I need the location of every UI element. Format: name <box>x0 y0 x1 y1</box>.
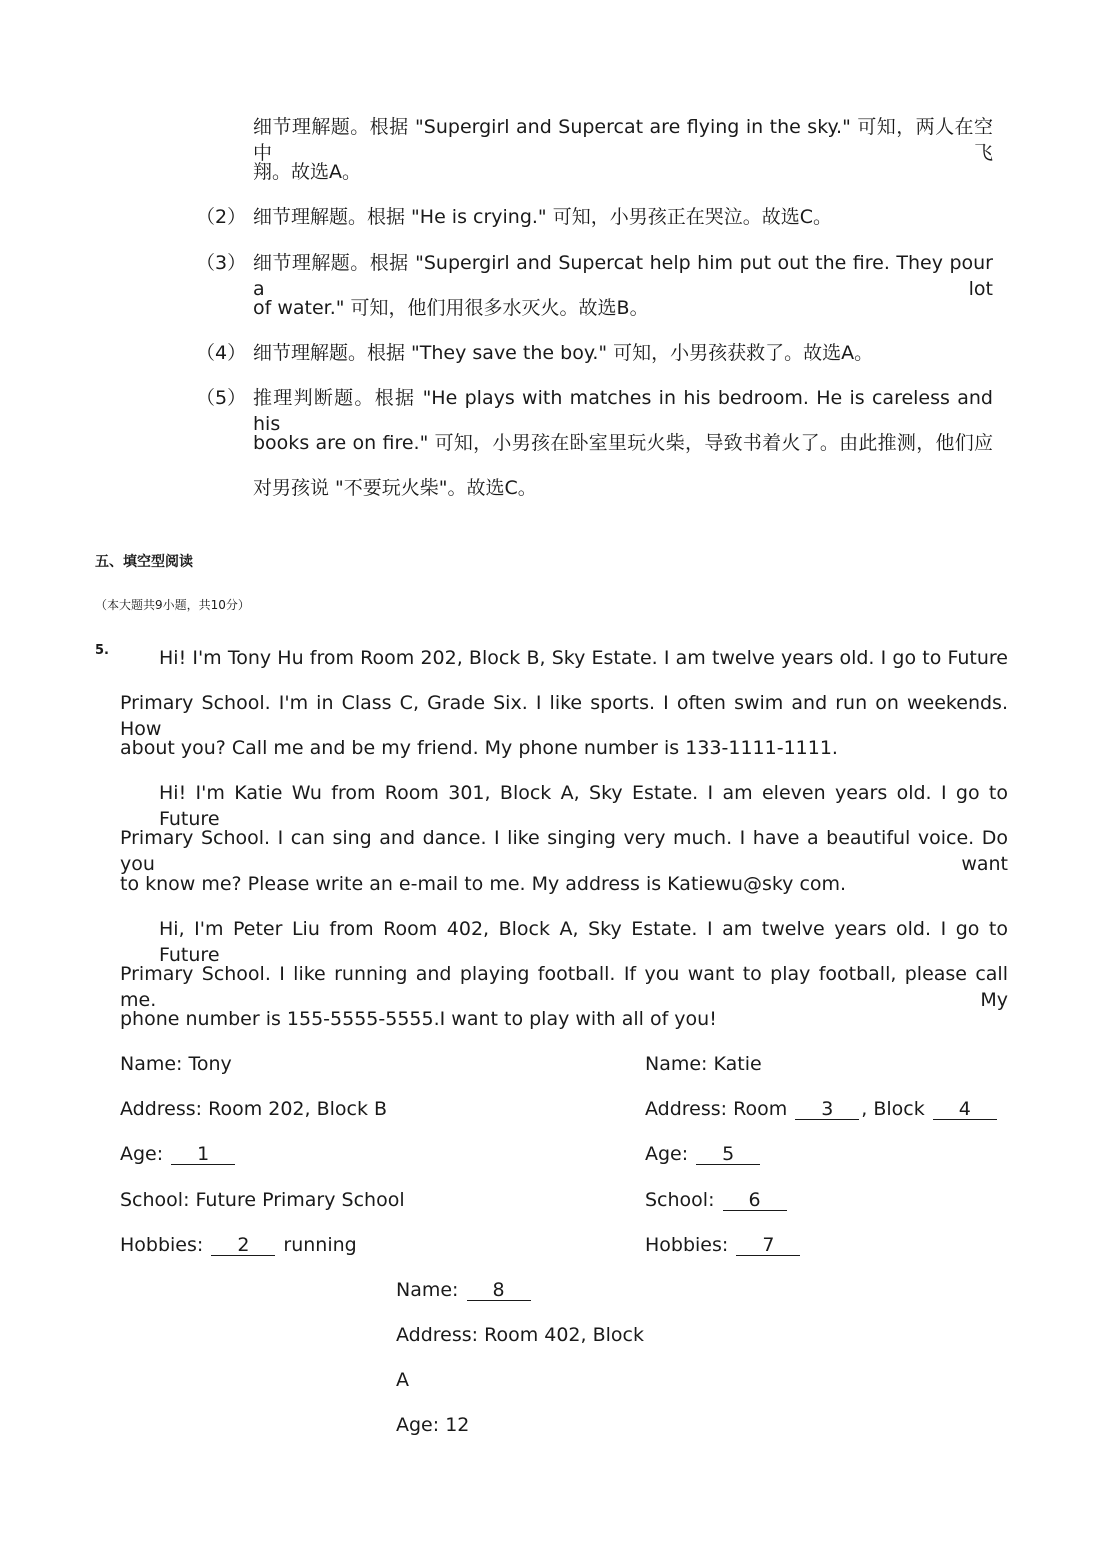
katie-address-row <box>645 1096 999 1122</box>
tony-hobbies-row <box>120 1232 357 1258</box>
answer-5-line-3: 对男孩说 "不要玩火柴"。故选C。 <box>253 477 537 499</box>
passage-line-9: phone number is 155-5555-5555.I want to play with all of you! <box>120 1008 717 1030</box>
blank-8[interactable]: 8 <box>467 1280 531 1301</box>
answer-1-line-1: 细节理解题。根据 "Supergirl and Supercat are flying in the sky." 可知，两人在空中飞 <box>253 116 993 164</box>
peter-name-label: Name: <box>396 1279 459 1301</box>
passage-line-6: to know me? Please write an e-mail to me. My address is Katiewu@sky com. <box>120 873 847 895</box>
katie-name: Name: Katie <box>645 1053 762 1075</box>
tony-school: School: Future Primary School <box>120 1189 405 1211</box>
passage-line-7: Hi, I'm Peter Liu from Room 402, Block A, Sky Estate. I am twelve years old. I go to Future <box>159 918 1008 966</box>
answer-3-line-1: 细节理解题。根据 "Supergirl and Supercat help him put out the fire. They pour a lot <box>253 252 993 300</box>
question-number: 5. <box>95 643 109 658</box>
tony-age-row <box>120 1141 237 1167</box>
blank-7[interactable]: 7 <box>736 1235 800 1256</box>
answer-5-number: （5） <box>196 387 247 409</box>
passage-line-2: Primary School. I'm in Class C, Grade Six. I like sports. I often swim and run on weekends. How <box>120 692 1008 740</box>
blank-1[interactable]: 1 <box>171 1144 235 1165</box>
blank-3[interactable]: 3 <box>795 1099 859 1120</box>
answer-1-line-2: 翔。故选A。 <box>253 161 361 183</box>
peter-age: Age: 12 <box>396 1414 470 1436</box>
tony-address: Address: Room 202, Block B <box>120 1098 388 1120</box>
peter-name-row <box>396 1277 533 1303</box>
section-title: 五、填空型阅读 <box>95 554 193 570</box>
answer-2-number: （2） <box>196 206 247 228</box>
katie-address-label: Address: Room <box>645 1098 788 1120</box>
tony-hobbies-label: Hobbies: <box>120 1234 204 1256</box>
passage-line-3: about you? Call me and be my friend. My phone number is 133-1111-1111. <box>120 737 838 759</box>
answer-4-line-1: 细节理解题。根据 "They save the boy." 可知，小男孩获救了。故选A。 <box>253 342 874 364</box>
katie-age-label: Age: <box>645 1143 689 1165</box>
blank-2[interactable]: 2 <box>211 1235 275 1256</box>
blank-6[interactable]: 6 <box>723 1190 787 1211</box>
tony-age-label: Age: <box>120 1143 164 1165</box>
answer-2-line-1: 细节理解题。根据 "He is crying." 可知，小男孩正在哭泣。故选C。 <box>253 206 832 228</box>
blank-5[interactable]: 5 <box>696 1144 760 1165</box>
katie-hobbies-label: Hobbies: <box>645 1234 729 1256</box>
blank-4[interactable]: 4 <box>933 1099 997 1120</box>
section-meta: （本大题共9小题，共10分） <box>95 598 250 612</box>
peter-address-line-2: A <box>396 1369 409 1391</box>
katie-school-label: School: <box>645 1189 715 1211</box>
katie-school-row <box>645 1187 789 1213</box>
passage-line-1: Hi! I'm Tony Hu from Room 202, Block B, Sky Estate. I am twelve years old. I go to Future <box>159 647 1008 669</box>
passage-line-8: Primary School. I like running and playing football. If you want to play football, please call me. My <box>120 963 1008 1011</box>
answer-5-line-1: 推理判断题。根据 "He plays with matches in his bedroom. He is careless and his <box>253 387 993 435</box>
answer-3-line-2: of water." 可知，他们用很多水灭火。故选B。 <box>253 297 649 319</box>
passage-line-4: Hi! I'm Katie Wu from Room 301, Block A, Sky Estate. I am eleven years old. I go to Future <box>159 782 1008 830</box>
katie-age-row <box>645 1141 762 1167</box>
katie-hobbies-row <box>645 1232 802 1258</box>
tony-name: Name: Tony <box>120 1053 232 1075</box>
tony-hobbies-rest: running <box>283 1234 357 1256</box>
answer-3-number: （3） <box>196 252 247 274</box>
answer-4-number: （4） <box>196 342 247 364</box>
passage-line-5: Primary School. I can sing and dance. I like singing very much. I have a beautiful voice. Do you want <box>120 827 1008 875</box>
peter-address-line-1: Address: Room 402, Block <box>396 1324 644 1346</box>
answer-5-line-2: books are on fire." 可知，小男孩在卧室里玩火柴，导致书着火了。由此推测，他们应 <box>253 432 993 454</box>
katie-address-mid: , Block <box>861 1098 925 1120</box>
